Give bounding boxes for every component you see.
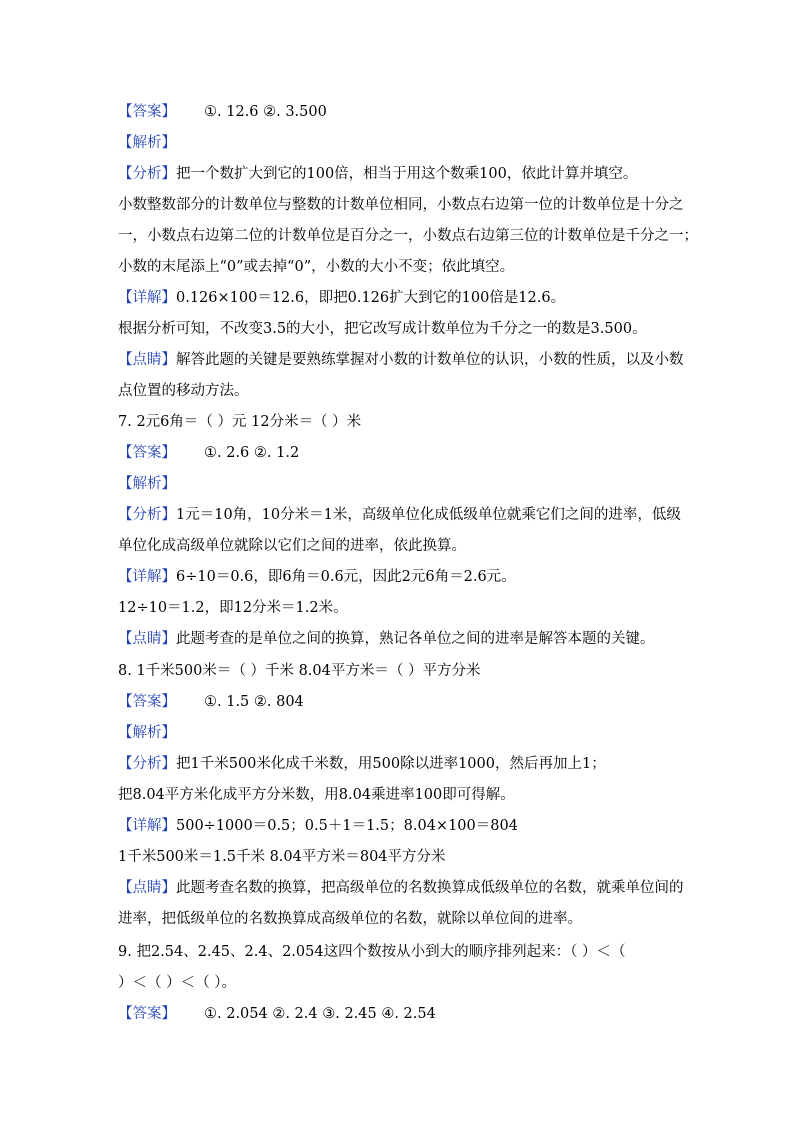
analysis-tag: 【解析】	[118, 476, 176, 492]
answer-tag: 【答案】	[118, 694, 176, 710]
fenxi-line: 【分析】1元＝10角，10分米＝1米，高级单位化成低级单位就乘它们之间的进率，低级	[118, 507, 681, 523]
dianjing-tag: 【点睛】	[118, 631, 176, 647]
body-line: 把8.04平方米化成平方分米数，用8.04乘进率100即可得解。	[118, 787, 515, 803]
body-line: 单位化成高级单位就除以它们之间的进率，依此换算。	[118, 538, 466, 554]
xiangjie-tag: 【详解】	[118, 818, 176, 834]
answer-tag: 【答案】	[118, 445, 176, 461]
question-text: 9. 把2.54、2.45、2.4、2.054这四个数按从小到大的顺序排列起来：（ ）＜（	[118, 944, 626, 960]
answer-line-9	[118, 1004, 436, 1024]
xiangjie-tag: 【详解】	[118, 290, 176, 306]
body-line: 小数的末尾添上“0”或去掉“0”，小数的大小不变；依此填空。	[118, 259, 515, 275]
body-line: 根据分析可知，不改变3.5的大小，把它改写成计数单位为千分之一的数是3.500。	[118, 321, 647, 337]
fenxi-tag: 【分析】	[118, 507, 176, 523]
xiangjie-line: 【详解】500÷1000＝0.5；0.5＋1＝1.5；8.04×100＝804	[118, 818, 518, 834]
question-8	[118, 661, 480, 681]
question-7	[118, 412, 361, 432]
fenxi-line: 【分析】把1千米500米化成千米数，用500除以进率1000，然后再加上1；	[118, 756, 606, 772]
answer-text: ①. 2.6 ②. 1.2	[204, 445, 300, 461]
body-line: 12÷10＝1.2，即12分米＝1.2米。	[118, 600, 348, 616]
answer-text: ①. 12.6 ②. 3.500	[204, 104, 327, 120]
dianjing-line: 【点睛】解答此题的关键是要熟练掌握对小数的计数单位的认识，小数的性质，以及小数	[118, 352, 684, 368]
analysis-heading	[118, 133, 176, 153]
question-text: 8. 1千米500米＝（ ）千米 8.04平方米＝（ ）平方分米	[118, 663, 481, 679]
answer-line-6	[118, 102, 327, 122]
analysis-tag: 【解析】	[118, 725, 176, 741]
fenxi-text: 把一个数扩大到它的100倍，相当于用这个数乘100，依此计算并填空。	[176, 166, 638, 182]
answer-tag: 【答案】	[118, 104, 176, 120]
fenxi-tag: 【分析】	[118, 756, 176, 772]
xiangjie-line: 【详解】0.126×100＝12.6，即把0.126扩大到它的100倍是12.6。	[118, 290, 566, 306]
body-line: 一，小数点右边第二位的计数单位是百分之一，小数点右边第三位的计数单位是千分之一；	[118, 228, 698, 244]
dianjing-line: 【点睛】此题考查名数的换算，把高级单位的名数换算成低级单位的名数，就乘单位间的	[118, 880, 684, 896]
dianjing-tag: 【点睛】	[118, 352, 176, 368]
question-text: 7. 2元6角＝（ ）元 12分米＝（ ）米	[118, 414, 362, 430]
xiangjie-line: 【详解】6÷10＝0.6，即6角＝0.6元，因此2元6角＝2.6元。	[118, 569, 516, 585]
analysis-tag: 【解析】	[118, 135, 176, 151]
body-line: 进率，把低级单位的名数换算成高级单位的名数，就除以单位间的进率。	[118, 911, 582, 927]
analysis-heading	[118, 723, 176, 743]
dianjing-line: 【点睛】此题考查的是单位之间的换算，熟记各单位之间的进率是解答本题的关键。	[118, 631, 655, 647]
answer-text: ①. 2.054 ②. 2.4 ③. 2.45 ④. 2.54	[204, 1006, 436, 1022]
body-line: 小数整数部分的计数单位与整数的计数单位相同，小数点右边第一位的计数单位是十分之	[118, 197, 684, 213]
answer-tag: 【答案】	[118, 1006, 176, 1022]
question-9-cont: ）＜（ ）＜（ ）。	[118, 975, 236, 991]
answer-line-7	[118, 443, 299, 463]
dianjing-tag: 【点睛】	[118, 880, 176, 896]
answer-text: ①. 1.5 ②. 804	[204, 694, 304, 710]
body-line: 1千米500米＝1.5千米 8.04平方米＝804平方分米	[118, 849, 446, 865]
analysis-heading	[118, 474, 176, 494]
xiangjie-tag: 【详解】	[118, 569, 176, 585]
fenxi-line	[118, 164, 637, 184]
answer-line-8	[118, 692, 304, 712]
body-line: 点位置的移动方法。	[118, 383, 249, 399]
fenxi-tag: 【分析】	[118, 166, 176, 182]
question-9	[118, 942, 625, 962]
